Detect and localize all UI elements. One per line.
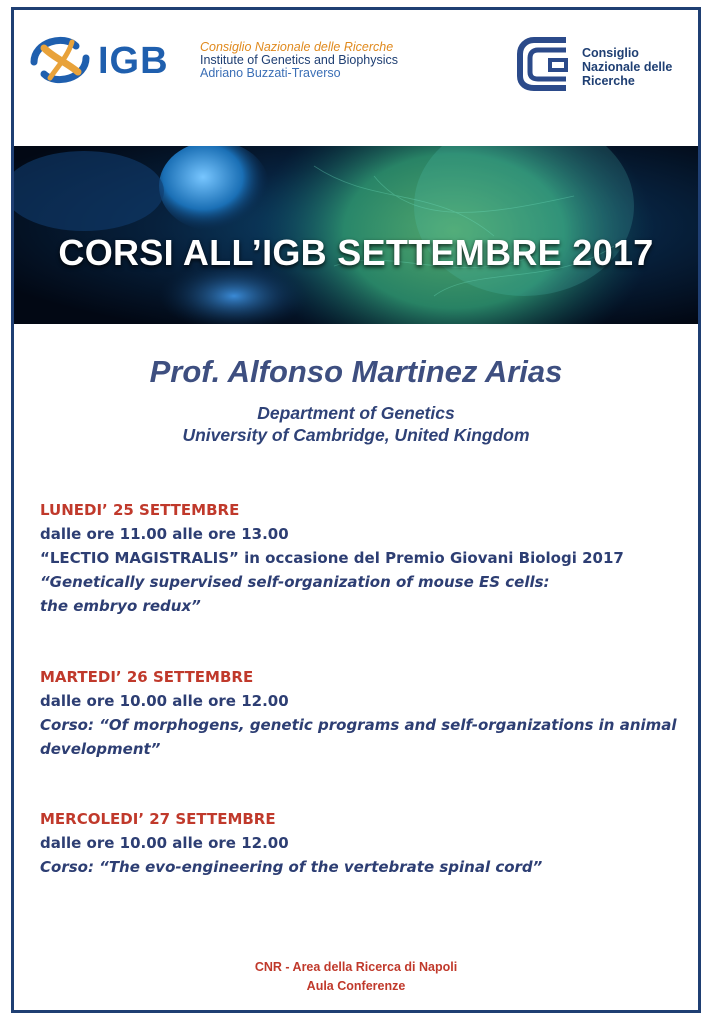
venue-line-1: CNR - Area della Ricerca di Napoli bbox=[254, 960, 458, 974]
igb-logo bbox=[28, 28, 398, 94]
session-event: “LECTIO MAGISTRALIS” in occasione del Premio Giovani Biologi 2017 bbox=[40, 549, 624, 567]
igb-line-3: Adriano Buzzati-Traverso bbox=[200, 66, 341, 80]
venue-footer bbox=[14, 958, 698, 996]
igb-line-2: Institute of Genetics and Biophysics bbox=[200, 53, 399, 67]
session-tuesday bbox=[40, 665, 690, 761]
session-day: LUNEDI’ 25 SETTEMBRE bbox=[40, 501, 240, 519]
banner-title: CORSI ALL’IGB SETTEMBRE 2017 bbox=[58, 232, 654, 273]
igb-letters: IGB bbox=[98, 40, 169, 82]
igb-logo-icon bbox=[28, 28, 92, 92]
session-time: dalle ore 10.00 alle ore 12.00 bbox=[40, 834, 289, 852]
session-title-line-1: Corso: “Of morphogens, genetic programs and self-organizations in animal bbox=[40, 716, 677, 734]
igb-text-block bbox=[200, 41, 398, 80]
session-time: dalle ore 11.00 alle ore 13.00 bbox=[40, 525, 289, 543]
session-wednesday bbox=[40, 807, 690, 879]
session-time: dalle ore 10.00 alle ore 12.00 bbox=[40, 692, 289, 710]
poster-frame bbox=[11, 7, 701, 1013]
session-title-line-2: development” bbox=[40, 740, 161, 758]
cnr-logo bbox=[514, 32, 694, 94]
session-title-line-1: Corso: “The evo-engineering of the vertebrate spinal cord” bbox=[40, 858, 543, 876]
cnr-logo-icon bbox=[514, 32, 576, 94]
banner bbox=[14, 146, 698, 324]
venue-line-2: Aula Conferenze bbox=[306, 979, 406, 993]
department: Department of Genetics bbox=[257, 403, 455, 423]
cnr-line-2: Nazionale delle bbox=[582, 60, 673, 74]
cnr-line-3: Ricerche bbox=[582, 74, 635, 88]
session-day: MARTEDI’ 26 SETTEMBRE bbox=[40, 668, 254, 686]
cnr-text-block bbox=[582, 46, 672, 88]
speaker-affiliation bbox=[14, 402, 698, 446]
session-title-line-1: “Genetically supervised self-organization of mouse ES cells: bbox=[40, 573, 550, 591]
session-day: MERCOLEDI’ 27 SETTEMBRE bbox=[40, 810, 276, 828]
session-title-line-2: the embryo redux” bbox=[40, 597, 201, 615]
cnr-line-1: Consiglio bbox=[582, 46, 639, 60]
igb-line-1: Consiglio Nazionale delle Ricerche bbox=[200, 40, 394, 54]
institution: University of Cambridge, United Kingdom bbox=[182, 425, 530, 445]
session-monday bbox=[40, 498, 690, 618]
speaker-name: Prof. Alfonso Martinez Arias bbox=[149, 354, 563, 389]
